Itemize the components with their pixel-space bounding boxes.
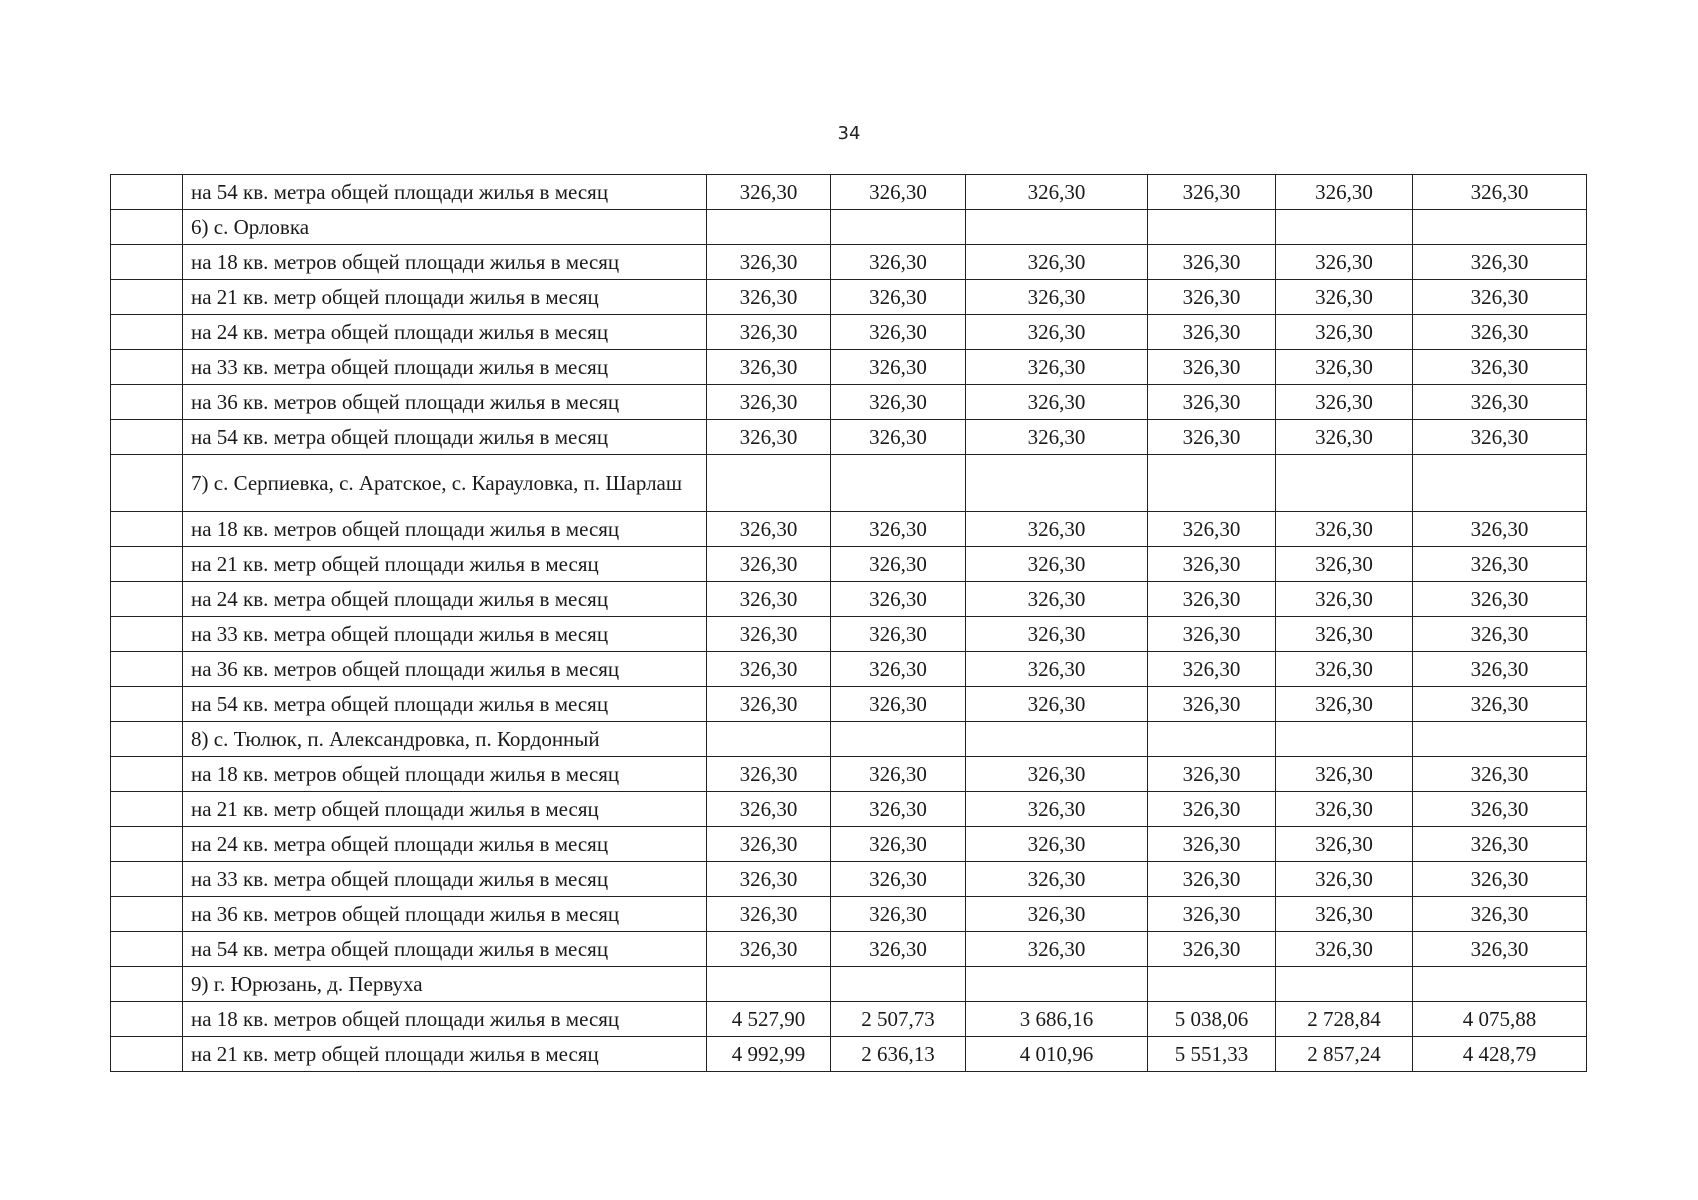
value-cell: 326,30 bbox=[831, 617, 966, 652]
value-cell: 326,30 bbox=[1413, 350, 1587, 385]
value-cell: 326,30 bbox=[707, 897, 831, 932]
value-cell bbox=[966, 722, 1148, 757]
row-number-cell bbox=[111, 757, 183, 792]
value-cell bbox=[1276, 455, 1413, 512]
value-cell: 326,30 bbox=[1276, 827, 1413, 862]
value-cell bbox=[707, 722, 831, 757]
row-number-cell bbox=[111, 617, 183, 652]
value-cell: 326,30 bbox=[1148, 245, 1276, 280]
value-cell bbox=[1148, 455, 1276, 512]
value-cell: 326,30 bbox=[1276, 862, 1413, 897]
value-cell: 4 075,88 bbox=[1413, 1002, 1587, 1037]
row-label: на 36 кв. метров общей площади жилья в месяц bbox=[183, 897, 707, 932]
table-row bbox=[111, 245, 1587, 280]
table-row bbox=[111, 932, 1587, 967]
value-cell: 326,30 bbox=[1276, 792, 1413, 827]
tariff-table-body bbox=[111, 175, 1587, 1072]
value-cell: 326,30 bbox=[831, 862, 966, 897]
value-cell: 326,30 bbox=[966, 617, 1148, 652]
value-cell: 326,30 bbox=[1276, 315, 1413, 350]
value-cell: 326,30 bbox=[831, 932, 966, 967]
row-label: на 54 кв. метра общей площади жилья в месяц bbox=[183, 175, 707, 210]
section-row bbox=[111, 210, 1587, 245]
value-cell: 326,30 bbox=[966, 652, 1148, 687]
value-cell: 326,30 bbox=[707, 617, 831, 652]
table-row bbox=[111, 1002, 1587, 1037]
value-cell bbox=[1148, 967, 1276, 1002]
section-title: 7) с. Серпиевка, с. Аратское, с. Карауловка, п. Шарлаш bbox=[183, 455, 707, 512]
value-cell: 326,30 bbox=[1148, 547, 1276, 582]
value-cell: 326,30 bbox=[707, 547, 831, 582]
value-cell: 326,30 bbox=[1413, 280, 1587, 315]
row-number-cell bbox=[111, 350, 183, 385]
value-cell: 326,30 bbox=[1148, 420, 1276, 455]
row-number-cell bbox=[111, 862, 183, 897]
row-number-cell bbox=[111, 420, 183, 455]
value-cell: 326,30 bbox=[831, 687, 966, 722]
value-cell: 326,30 bbox=[966, 757, 1148, 792]
row-label: на 21 кв. метр общей площади жилья в месяц bbox=[183, 547, 707, 582]
row-number-cell bbox=[111, 722, 183, 757]
table-row bbox=[111, 792, 1587, 827]
value-cell: 326,30 bbox=[707, 420, 831, 455]
value-cell bbox=[1276, 722, 1413, 757]
row-number-cell bbox=[111, 932, 183, 967]
table-row bbox=[111, 1037, 1587, 1072]
row-label: на 21 кв. метр общей площади жилья в месяц bbox=[183, 792, 707, 827]
value-cell: 326,30 bbox=[1148, 757, 1276, 792]
value-cell: 326,30 bbox=[707, 175, 831, 210]
row-number-cell bbox=[111, 280, 183, 315]
tariff-table bbox=[110, 174, 1587, 1072]
value-cell: 326,30 bbox=[1413, 582, 1587, 617]
value-cell: 3 686,16 bbox=[966, 1002, 1148, 1037]
value-cell: 2 728,84 bbox=[1276, 1002, 1413, 1037]
row-label: на 18 кв. метров общей площади жилья в месяц bbox=[183, 512, 707, 547]
table-row bbox=[111, 652, 1587, 687]
value-cell: 326,30 bbox=[1276, 280, 1413, 315]
value-cell bbox=[1413, 455, 1587, 512]
value-cell: 326,30 bbox=[1413, 827, 1587, 862]
value-cell bbox=[831, 455, 966, 512]
value-cell: 326,30 bbox=[966, 862, 1148, 897]
value-cell: 326,30 bbox=[707, 687, 831, 722]
value-cell: 4 010,96 bbox=[966, 1037, 1148, 1072]
table-row bbox=[111, 547, 1587, 582]
value-cell: 326,30 bbox=[1276, 547, 1413, 582]
row-number-cell bbox=[111, 210, 183, 245]
value-cell: 326,30 bbox=[1148, 932, 1276, 967]
value-cell: 326,30 bbox=[966, 512, 1148, 547]
value-cell: 326,30 bbox=[707, 315, 831, 350]
row-number-cell bbox=[111, 175, 183, 210]
row-number-cell bbox=[111, 547, 183, 582]
row-number-cell bbox=[111, 512, 183, 547]
value-cell: 5 551,33 bbox=[1148, 1037, 1276, 1072]
value-cell: 326,30 bbox=[966, 245, 1148, 280]
value-cell: 326,30 bbox=[1413, 420, 1587, 455]
value-cell: 326,30 bbox=[966, 932, 1148, 967]
value-cell: 2 507,73 bbox=[831, 1002, 966, 1037]
value-cell: 326,30 bbox=[831, 175, 966, 210]
value-cell: 326,30 bbox=[831, 547, 966, 582]
value-cell: 326,30 bbox=[707, 757, 831, 792]
value-cell bbox=[831, 722, 966, 757]
value-cell: 326,30 bbox=[1413, 315, 1587, 350]
value-cell: 326,30 bbox=[831, 315, 966, 350]
value-cell: 326,30 bbox=[1276, 757, 1413, 792]
value-cell: 326,30 bbox=[1148, 385, 1276, 420]
value-cell: 326,30 bbox=[1148, 350, 1276, 385]
value-cell: 326,30 bbox=[1148, 862, 1276, 897]
row-number-cell bbox=[111, 1037, 183, 1072]
value-cell: 326,30 bbox=[707, 280, 831, 315]
table-row bbox=[111, 385, 1587, 420]
value-cell: 326,30 bbox=[1276, 582, 1413, 617]
value-cell: 2 857,24 bbox=[1276, 1037, 1413, 1072]
value-cell: 326,30 bbox=[966, 582, 1148, 617]
value-cell: 326,30 bbox=[1413, 245, 1587, 280]
value-cell: 326,30 bbox=[1276, 175, 1413, 210]
value-cell: 326,30 bbox=[707, 582, 831, 617]
value-cell: 326,30 bbox=[1148, 687, 1276, 722]
value-cell: 326,30 bbox=[1148, 827, 1276, 862]
value-cell: 326,30 bbox=[1413, 617, 1587, 652]
value-cell: 326,30 bbox=[707, 512, 831, 547]
table-row bbox=[111, 420, 1587, 455]
value-cell: 326,30 bbox=[1148, 897, 1276, 932]
value-cell: 5 038,06 bbox=[1148, 1002, 1276, 1037]
row-label: на 33 кв. метра общей площади жилья в месяц bbox=[183, 617, 707, 652]
row-number-cell bbox=[111, 315, 183, 350]
value-cell: 326,30 bbox=[966, 280, 1148, 315]
row-number-cell bbox=[111, 687, 183, 722]
value-cell: 326,30 bbox=[1276, 385, 1413, 420]
value-cell: 326,30 bbox=[831, 897, 966, 932]
row-number-cell bbox=[111, 582, 183, 617]
value-cell: 326,30 bbox=[831, 385, 966, 420]
page-number: 34 bbox=[837, 123, 861, 144]
value-cell: 326,30 bbox=[1413, 547, 1587, 582]
value-cell: 326,30 bbox=[1148, 652, 1276, 687]
value-cell bbox=[1413, 722, 1587, 757]
value-cell: 326,30 bbox=[707, 385, 831, 420]
value-cell: 326,30 bbox=[831, 420, 966, 455]
value-cell: 326,30 bbox=[1276, 652, 1413, 687]
value-cell: 326,30 bbox=[1276, 617, 1413, 652]
value-cell: 326,30 bbox=[1276, 245, 1413, 280]
value-cell: 326,30 bbox=[831, 757, 966, 792]
row-label: на 33 кв. метра общей площади жилья в месяц bbox=[183, 350, 707, 385]
row-label: на 18 кв. метров общей площади жилья в месяц bbox=[183, 245, 707, 280]
value-cell: 326,30 bbox=[966, 897, 1148, 932]
value-cell: 326,30 bbox=[1413, 792, 1587, 827]
row-label: на 36 кв. метров общей площади жилья в месяц bbox=[183, 385, 707, 420]
value-cell: 326,30 bbox=[707, 932, 831, 967]
value-cell: 326,30 bbox=[1413, 687, 1587, 722]
value-cell: 326,30 bbox=[1148, 280, 1276, 315]
value-cell bbox=[707, 210, 831, 245]
row-number-cell bbox=[111, 827, 183, 862]
value-cell: 326,30 bbox=[1413, 757, 1587, 792]
value-cell bbox=[707, 967, 831, 1002]
row-number-cell bbox=[111, 455, 183, 512]
value-cell bbox=[1276, 210, 1413, 245]
value-cell: 326,30 bbox=[1276, 932, 1413, 967]
table-row bbox=[111, 350, 1587, 385]
value-cell: 326,30 bbox=[1413, 932, 1587, 967]
value-cell: 326,30 bbox=[1413, 175, 1587, 210]
value-cell: 4 428,79 bbox=[1413, 1037, 1587, 1072]
row-label: на 24 кв. метра общей площади жилья в месяц bbox=[183, 827, 707, 862]
value-cell: 326,30 bbox=[707, 652, 831, 687]
value-cell: 326,30 bbox=[966, 385, 1148, 420]
value-cell: 326,30 bbox=[966, 792, 1148, 827]
value-cell: 326,30 bbox=[966, 687, 1148, 722]
table-row bbox=[111, 687, 1587, 722]
value-cell: 326,30 bbox=[1148, 617, 1276, 652]
row-label: на 33 кв. метра общей площади жилья в месяц bbox=[183, 862, 707, 897]
value-cell: 326,30 bbox=[1413, 512, 1587, 547]
row-label: на 54 кв. метра общей площади жилья в месяц bbox=[183, 420, 707, 455]
value-cell: 326,30 bbox=[966, 175, 1148, 210]
row-number-cell bbox=[111, 245, 183, 280]
value-cell bbox=[1276, 967, 1413, 1002]
row-label: на 36 кв. метров общей площади жилья в месяц bbox=[183, 652, 707, 687]
value-cell: 326,30 bbox=[831, 280, 966, 315]
value-cell: 326,30 bbox=[707, 827, 831, 862]
value-cell: 326,30 bbox=[1413, 385, 1587, 420]
table-row bbox=[111, 862, 1587, 897]
value-cell: 326,30 bbox=[707, 792, 831, 827]
value-cell: 326,30 bbox=[831, 245, 966, 280]
value-cell: 326,30 bbox=[1276, 420, 1413, 455]
value-cell: 326,30 bbox=[1276, 350, 1413, 385]
row-label: на 54 кв. метра общей площади жилья в месяц bbox=[183, 687, 707, 722]
row-label: на 18 кв. метров общей площади жилья в месяц bbox=[183, 757, 707, 792]
table-row bbox=[111, 827, 1587, 862]
row-label: на 24 кв. метра общей площади жилья в месяц bbox=[183, 315, 707, 350]
value-cell: 326,30 bbox=[831, 512, 966, 547]
table-row bbox=[111, 617, 1587, 652]
table-row bbox=[111, 512, 1587, 547]
value-cell: 326,30 bbox=[1413, 897, 1587, 932]
value-cell bbox=[831, 210, 966, 245]
value-cell: 326,30 bbox=[966, 420, 1148, 455]
value-cell: 326,30 bbox=[1148, 582, 1276, 617]
value-cell: 326,30 bbox=[707, 350, 831, 385]
row-number-cell bbox=[111, 652, 183, 687]
value-cell: 326,30 bbox=[1276, 687, 1413, 722]
row-number-cell bbox=[111, 967, 183, 1002]
value-cell: 4 527,90 bbox=[707, 1002, 831, 1037]
table-row bbox=[111, 582, 1587, 617]
section-row bbox=[111, 455, 1587, 512]
value-cell: 326,30 bbox=[831, 827, 966, 862]
row-label: на 18 кв. метров общей площади жилья в месяц bbox=[183, 1002, 707, 1037]
value-cell bbox=[966, 967, 1148, 1002]
value-cell: 326,30 bbox=[707, 862, 831, 897]
value-cell: 2 636,13 bbox=[831, 1037, 966, 1072]
section-row bbox=[111, 967, 1587, 1002]
row-number-cell bbox=[111, 792, 183, 827]
value-cell: 326,30 bbox=[1148, 512, 1276, 547]
value-cell bbox=[831, 967, 966, 1002]
value-cell: 326,30 bbox=[1276, 897, 1413, 932]
value-cell bbox=[966, 210, 1148, 245]
value-cell: 326,30 bbox=[1276, 512, 1413, 547]
value-cell bbox=[966, 455, 1148, 512]
section-title: 6) с. Орловка bbox=[183, 210, 707, 245]
row-label: на 21 кв. метр общей площади жилья в месяц bbox=[183, 1037, 707, 1072]
value-cell bbox=[1148, 210, 1276, 245]
section-title: 8) с. Тюлюк, п. Александровка, п. Кордонный bbox=[183, 722, 707, 757]
value-cell: 326,30 bbox=[1148, 315, 1276, 350]
value-cell: 326,30 bbox=[966, 827, 1148, 862]
row-number-cell bbox=[111, 385, 183, 420]
value-cell bbox=[1148, 722, 1276, 757]
value-cell: 326,30 bbox=[1413, 862, 1587, 897]
row-label: на 24 кв. метра общей площади жилья в месяц bbox=[183, 582, 707, 617]
value-cell: 326,30 bbox=[831, 582, 966, 617]
row-label: на 21 кв. метр общей площади жилья в месяц bbox=[183, 280, 707, 315]
table-row bbox=[111, 280, 1587, 315]
value-cell: 4 992,99 bbox=[707, 1037, 831, 1072]
row-label: на 54 кв. метра общей площади жилья в месяц bbox=[183, 932, 707, 967]
table-row bbox=[111, 897, 1587, 932]
value-cell bbox=[1413, 210, 1587, 245]
value-cell: 326,30 bbox=[1413, 652, 1587, 687]
value-cell bbox=[707, 455, 831, 512]
value-cell: 326,30 bbox=[966, 315, 1148, 350]
table-row bbox=[111, 175, 1587, 210]
value-cell: 326,30 bbox=[831, 792, 966, 827]
value-cell: 326,30 bbox=[831, 652, 966, 687]
value-cell: 326,30 bbox=[1148, 792, 1276, 827]
row-number-cell bbox=[111, 897, 183, 932]
value-cell: 326,30 bbox=[966, 547, 1148, 582]
value-cell: 326,30 bbox=[707, 245, 831, 280]
value-cell bbox=[1413, 967, 1587, 1002]
row-number-cell bbox=[111, 1002, 183, 1037]
value-cell: 326,30 bbox=[966, 350, 1148, 385]
section-row bbox=[111, 722, 1587, 757]
table-row bbox=[111, 757, 1587, 792]
value-cell: 326,30 bbox=[1148, 175, 1276, 210]
value-cell: 326,30 bbox=[831, 350, 966, 385]
section-title: 9) г. Юрюзань, д. Первуха bbox=[183, 967, 707, 1002]
table-row bbox=[111, 315, 1587, 350]
